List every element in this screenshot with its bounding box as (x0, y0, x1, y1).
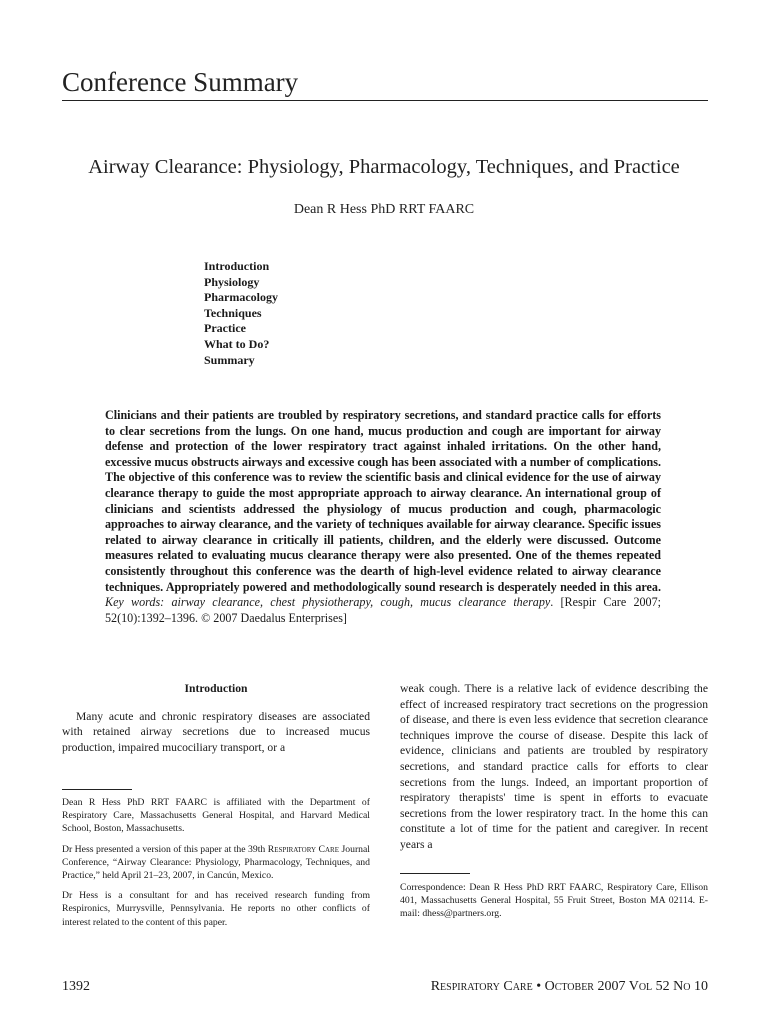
journal-name: Respiratory Care (267, 843, 340, 855)
article-title: Airway Clearance: Physiology, Pharmacology, Techniques, and Practice (88, 156, 680, 178)
body-column-right (400, 681, 708, 853)
toc-item[interactable]: Physiology (204, 274, 260, 289)
table-of-contents (204, 259, 404, 368)
page-number: 1392 (62, 979, 90, 994)
footnote-funding: Dr Hess is a consultant for and has received research funding from Respironics, Murrysville, Pennsylvania. He reports no other conflicts of interest related to the content of this paper. (62, 890, 370, 928)
footnote-rule (400, 873, 470, 874)
body-column-left (62, 681, 370, 755)
abstract (105, 408, 661, 626)
toc-item[interactable]: Summary (204, 352, 255, 367)
abstract-body: Clinicians and their patients are troubled by respiratory secretions, and standard practice calls for efforts to clear secretions from the lungs. On one hand, mucus production and cough are important for airway defense and protection of the lower respiratory tract against inhaled irritations. On the other hand, excessive mucus obstructs airways and excessive cough has been associated with a number of complications. The objective of this conference was to review the scientific basis and clinical evidence for the use of airway clearance therapy to guide the most appropriate approach to airway clearance. An international group of clinicians and scientists addressed the physiology of mucus production and cough, pharmacologic approaches to airway clearance, and the variety of techniques available for airway clearance. Specific issues related to airway clearance in critically ill patients, children, and the elderly were discussed. Outcome measures related to evaluating mucus clearance therapy were also presented. One of the themes repeated consistently throughout this conference was the dearth of high-level evidence related to airway clearance techniques. Appropriately powered and methodologically sound research is desperately needed in this area. (105, 408, 661, 594)
toc-item[interactable]: Pharmacology (204, 290, 278, 305)
section-header: Conference Summary (62, 67, 299, 97)
citation: [Respir Care 2007; 52(10):1392–1396. © 2007 Daedalus Enterprises] (105, 595, 661, 625)
toc-item[interactable]: Practice (204, 321, 246, 336)
keywords-text: airway clearance, chest physiotherapy, cough, mucus clearance therapy (171, 595, 551, 610)
intro-paragraph-continued: weak cough. There is a relative lack of evidence describing the effect of increased respiratory tract secretions on the progression of disease, and there is even less evidence that secretion clearance techniques improve the course of disease. Despite this lack of evidence, clinicians and patients are troubled by respiratory secretions, and standard practice calls for efforts to clear secretions from the lungs. Indeed, an important proportion of respiratory therapists' time is spent in efforts to evacuate secretions from the lower respiratory tract. In the home this can constitute a lot of time for the patient and caregiver. In recent years a (400, 682, 708, 851)
toc-item[interactable]: Techniques (204, 305, 262, 320)
keywords-label: Key words: (105, 595, 165, 610)
footnotes-left (62, 796, 370, 936)
header-rule (62, 100, 708, 101)
footnote-presentation: Dr Hess presented a version of this paper at the 39th Respiratory Care Journal Conference, “Airway Clearance: Physiology, Pharmacology, Techniques, and Practice,” held April 21–23, 2007, in Cancún, Mexico. (62, 843, 371, 882)
footnote-affiliation: Dean R Hess PhD RRT FAARC is affiliated with the Department of Respiratory Care, Massachusetts General Hospital, and Harvard Medical School, Boston, Massachusetts. (62, 797, 370, 835)
keywords-period: . (550, 595, 561, 610)
running-footer: Respiratory Care • October 2007 Vol 52 No 10 (430, 979, 708, 994)
intro-paragraph: Many acute and chronic respiratory diseases are associated with retained airway secretions due to increased mucus production, impaired mucociliary transport, or a (62, 709, 370, 754)
toc-item[interactable]: What to Do? (204, 336, 270, 351)
author-line: Dean R Hess PhD RRT FAARC (293, 202, 475, 217)
toc-item[interactable]: Introduction (204, 259, 270, 273)
section-heading-introduction: Introduction (184, 682, 248, 695)
footnote-correspondence: Correspondence: Dean R Hess PhD RRT FAARC, Respiratory Care, Ellison 401, Massachusetts General Hospital, 55 Fruit Street, Boston MA 02114. E-mail: dhess@partners.org. (400, 882, 708, 920)
footnote-rule (62, 789, 132, 790)
